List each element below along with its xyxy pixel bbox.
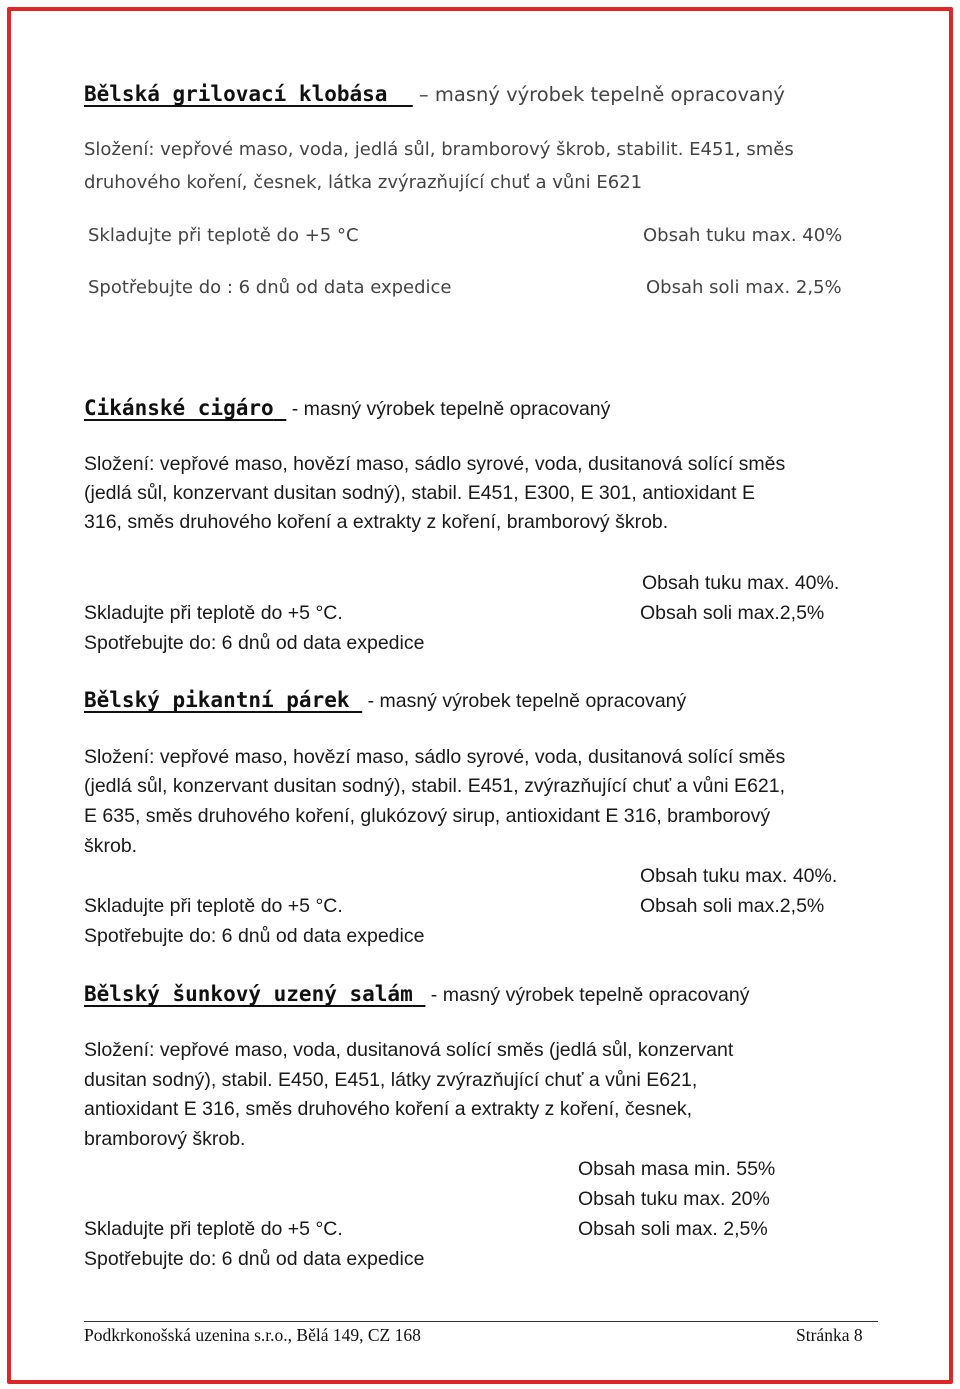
footer-page-number: Stránka 8 [796,1325,863,1345]
product-subtitle: – masný výrobek tepelně opracovaný [412,83,785,106]
composition-line: Složení: vepřové maso, voda, dusitanová solící směs (jedlá sůl, konzervant [84,1039,734,1061]
consume-text: Spotřebujte do: 6 dnů od data expedice [84,925,425,947]
composition-line: E 635, směs druhového koření, glukózový sirup, antioxidant E 316, bramborový [84,805,771,827]
storage-text: Skladujte při teplotě do +5 °C. [84,1218,343,1240]
salt-content: Obsah soli max.2,5% [640,602,825,624]
product-heading [84,82,785,107]
composition-line: 316, směs druhového koření a extrakty z koření, bramborový škrob. [84,511,669,533]
fat-content: Obsah tuku max. 20% [578,1188,770,1210]
product-subtitle: - masný výrobek tepelně opracovaný [425,984,750,1006]
composition-line: druhového koření, česnek, látka zvýrazňující chuť a vůni E621 [84,172,643,193]
composition-line: dusitan sodný), stabil. E450, E451, látky zvýrazňující chuť a vůni E621, [84,1069,698,1091]
composition-line: škrob. [84,835,138,857]
meat-content: Obsah masa min. 55% [578,1158,776,1180]
composition-line: antioxidant E 316, směs druhového koření a extrakty z koření, česnek, [84,1098,693,1120]
fat-content: Obsah tuku max. 40% [643,225,843,246]
consume-text: Spotřebujte do: 6 dnů od data expedice [84,632,425,654]
storage-text: Skladujte při teplotě do +5 °C. [84,602,343,624]
salt-content: Obsah soli max. 2,5% [646,277,842,298]
salt-content: Obsah soli max. 2,5% [578,1218,768,1240]
product-title: Bělská grilovací klobása [84,82,388,106]
product-title: Bělský šunkový uzený salám [84,982,413,1006]
product-heading [84,982,749,1007]
storage-text: Skladujte při teplotě do +5 °C [88,225,359,246]
storage-text: Skladujte při teplotě do +5 °C. [84,895,343,917]
fat-content: Obsah tuku max. 40%. [640,865,838,887]
composition-line: Složení: vepřové maso, hovězí maso, sádlo syrové, voda, dusitanová solící směs [84,746,786,768]
composition-line: (jedlá sůl, konzervant dusitan sodný), stabil. E451, E300, E 301, antioxidant E [84,482,755,504]
product-subtitle: - masný výrobek tepelně opracovaný [286,398,611,420]
consume-text: Spotřebujte do : 6 dnů od data expedice [88,277,452,298]
composition-line: Složení: vepřové maso, voda, jedlá sůl, bramborový škrob, stabilit. E451, směs [84,139,794,160]
product-title: Cikánské cigáro [84,396,274,420]
footer-company: Podkrkonošská uzenina s.r.o., Bělá 149, CZ 168 [84,1325,421,1345]
product-heading [84,688,686,713]
salt-content: Obsah soli max.2,5% [640,895,825,917]
product-title: Bělský pikantní párek [84,688,350,712]
footer-divider [84,1321,878,1322]
fat-content: Obsah tuku max. 40%. [642,572,840,594]
composition-line: (jedlá sůl, konzervant dusitan sodný), stabil. E451, zvýrazňující chuť a vůni E621, [84,775,786,797]
consume-text: Spotřebujte do: 6 dnů od data expedice [84,1248,425,1270]
product-heading [84,396,610,421]
composition-line: Složení: vepřové maso, hovězí maso, sádlo syrové, voda, dusitanová solící směs [84,453,786,475]
composition-line: bramborový škrob. [84,1128,246,1150]
product-subtitle: - masný výrobek tepelně opracovaný [362,690,687,712]
